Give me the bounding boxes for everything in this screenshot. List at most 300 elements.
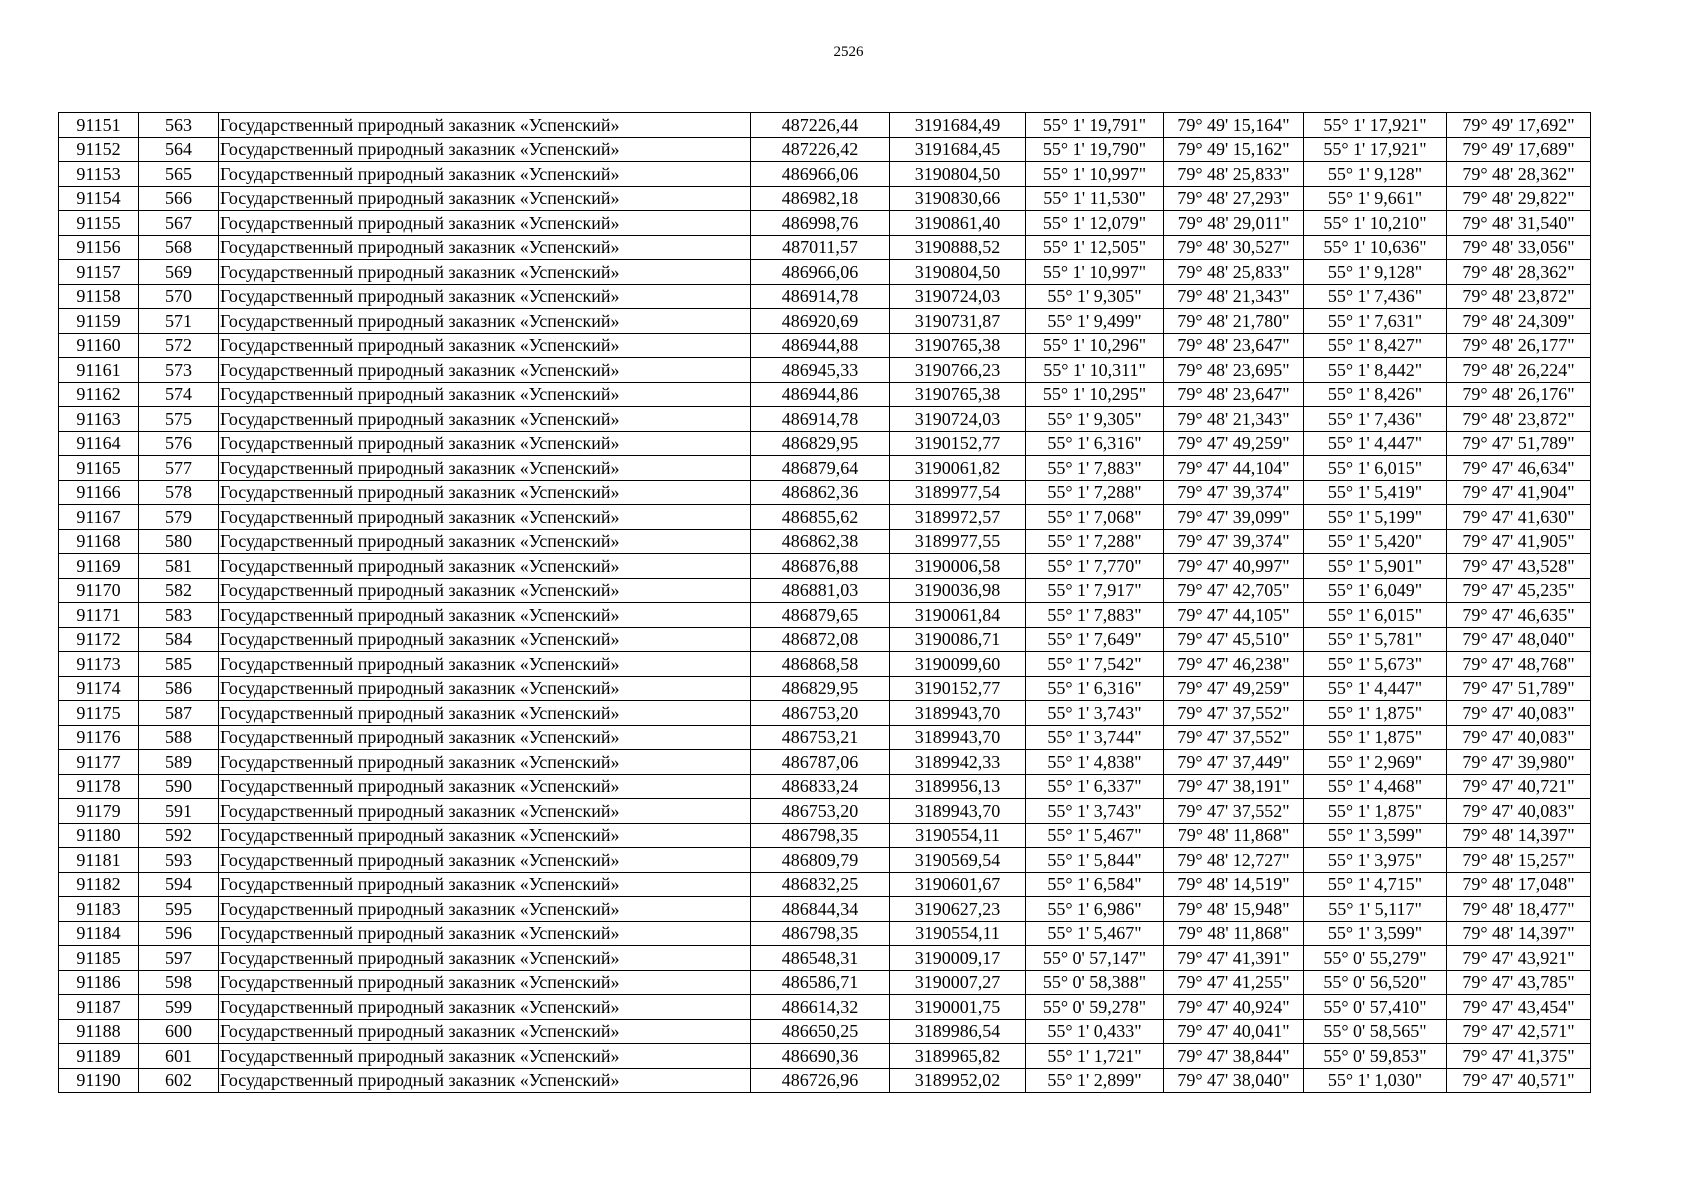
reserve-name-cell: Государственный природный заказник «Успенский»	[219, 505, 751, 530]
coord-y-cell: 3190086,71	[890, 627, 1026, 652]
longitude-1-cell: 79° 47' 44,105"	[1164, 603, 1304, 628]
coord-y-cell: 3190554,11	[890, 921, 1026, 946]
longitude-1-cell: 79° 47' 46,238"	[1164, 652, 1304, 677]
point-number-cell: 600	[139, 1019, 219, 1044]
longitude-1-cell: 79° 48' 15,948"	[1164, 897, 1304, 922]
longitude-2-cell: 79° 49' 17,689"	[1447, 137, 1591, 162]
point-number-cell: 566	[139, 186, 219, 211]
longitude-2-cell: 79° 48' 14,397"	[1447, 921, 1591, 946]
reserve-name-cell: Государственный природный заказник «Успенский»	[219, 1068, 751, 1093]
table-row	[59, 995, 1591, 1020]
table-row	[59, 701, 1591, 726]
point-number-cell: 591	[139, 799, 219, 824]
latitude-2-cell: 55° 1' 3,599"	[1304, 823, 1447, 848]
row-id-cell: 91162	[59, 382, 139, 407]
latitude-1-cell: 55° 1' 7,542"	[1026, 652, 1164, 677]
latitude-1-cell: 55° 1' 7,288"	[1026, 480, 1164, 505]
latitude-1-cell: 55° 1' 5,844"	[1026, 848, 1164, 873]
latitude-2-cell: 55° 1' 8,426"	[1304, 382, 1447, 407]
row-id-cell: 91155	[59, 211, 139, 236]
latitude-1-cell: 55° 1' 7,883"	[1026, 603, 1164, 628]
coord-x-cell: 486914,78	[751, 407, 890, 432]
coord-y-cell: 3190888,52	[890, 235, 1026, 260]
reserve-name-cell: Государственный природный заказник «Успенский»	[219, 750, 751, 775]
longitude-1-cell: 79° 47' 40,041"	[1164, 1019, 1304, 1044]
reserve-name-cell: Государственный природный заказник «Успенский»	[219, 897, 751, 922]
longitude-1-cell: 79° 48' 14,519"	[1164, 872, 1304, 897]
coord-y-cell: 3190765,38	[890, 333, 1026, 358]
table-row	[59, 897, 1591, 922]
longitude-2-cell: 79° 47' 41,375"	[1447, 1044, 1591, 1069]
latitude-2-cell: 55° 1' 5,199"	[1304, 505, 1447, 530]
reserve-name-cell: Государственный природный заказник «Успенский»	[219, 235, 751, 260]
point-number-cell: 588	[139, 725, 219, 750]
latitude-1-cell: 55° 1' 2,899"	[1026, 1068, 1164, 1093]
longitude-1-cell: 79° 48' 21,343"	[1164, 407, 1304, 432]
point-number-cell: 569	[139, 260, 219, 285]
latitude-1-cell: 55° 1' 10,295"	[1026, 382, 1164, 407]
longitude-1-cell: 79° 48' 12,727"	[1164, 848, 1304, 873]
latitude-2-cell: 55° 1' 6,049"	[1304, 578, 1447, 603]
coord-y-cell: 3190804,50	[890, 162, 1026, 187]
coord-y-cell: 3190036,98	[890, 578, 1026, 603]
coord-x-cell: 486753,21	[751, 725, 890, 750]
latitude-2-cell: 55° 1' 6,015"	[1304, 456, 1447, 481]
coord-x-cell: 486844,34	[751, 897, 890, 922]
table-row	[59, 137, 1591, 162]
latitude-1-cell: 55° 1' 12,505"	[1026, 235, 1164, 260]
row-id-cell: 91190	[59, 1068, 139, 1093]
row-id-cell: 91164	[59, 431, 139, 456]
coord-y-cell: 3190152,77	[890, 676, 1026, 701]
point-number-cell: 595	[139, 897, 219, 922]
latitude-2-cell: 55° 1' 4,447"	[1304, 431, 1447, 456]
row-id-cell: 91184	[59, 921, 139, 946]
reserve-name-cell: Государственный природный заказник «Успенский»	[219, 921, 751, 946]
longitude-1-cell: 79° 48' 11,868"	[1164, 823, 1304, 848]
coord-y-cell: 3190554,11	[890, 823, 1026, 848]
coord-x-cell: 486872,08	[751, 627, 890, 652]
coord-y-cell: 3189943,70	[890, 701, 1026, 726]
reserve-name-cell: Государственный природный заказник «Успенский»	[219, 382, 751, 407]
coord-y-cell: 3190731,87	[890, 309, 1026, 334]
longitude-2-cell: 79° 47' 43,528"	[1447, 554, 1591, 579]
latitude-2-cell: 55° 1' 9,661"	[1304, 186, 1447, 211]
row-id-cell: 91159	[59, 309, 139, 334]
point-number-cell: 589	[139, 750, 219, 775]
latitude-1-cell: 55° 1' 11,530"	[1026, 186, 1164, 211]
longitude-2-cell: 79° 48' 28,362"	[1447, 260, 1591, 285]
coord-x-cell: 486650,25	[751, 1019, 890, 1044]
coord-x-cell: 486614,32	[751, 995, 890, 1020]
longitude-2-cell: 79° 47' 46,635"	[1447, 603, 1591, 628]
latitude-1-cell: 55° 1' 5,467"	[1026, 921, 1164, 946]
longitude-2-cell: 79° 47' 46,634"	[1447, 456, 1591, 481]
table-body	[59, 113, 1591, 1093]
point-number-cell: 597	[139, 946, 219, 971]
longitude-1-cell: 79° 47' 37,552"	[1164, 725, 1304, 750]
longitude-2-cell: 79° 48' 24,309"	[1447, 309, 1591, 334]
point-number-cell: 567	[139, 211, 219, 236]
point-number-cell: 580	[139, 529, 219, 554]
point-number-cell: 563	[139, 113, 219, 138]
table-row	[59, 480, 1591, 505]
table-row	[59, 554, 1591, 579]
latitude-2-cell: 55° 1' 1,875"	[1304, 725, 1447, 750]
table-row	[59, 505, 1591, 530]
point-number-cell: 587	[139, 701, 219, 726]
longitude-2-cell: 79° 47' 51,789"	[1447, 431, 1591, 456]
point-number-cell: 601	[139, 1044, 219, 1069]
longitude-2-cell: 79° 48' 23,872"	[1447, 407, 1591, 432]
reserve-name-cell: Государственный природный заказник «Успенский»	[219, 407, 751, 432]
reserve-name-cell: Государственный природный заказник «Успенский»	[219, 137, 751, 162]
coord-x-cell: 486876,88	[751, 554, 890, 579]
latitude-1-cell: 55° 1' 3,744"	[1026, 725, 1164, 750]
latitude-2-cell: 55° 1' 1,030"	[1304, 1068, 1447, 1093]
latitude-1-cell: 55° 1' 6,316"	[1026, 431, 1164, 456]
row-id-cell: 91178	[59, 774, 139, 799]
coordinates-table	[58, 112, 1591, 1093]
coord-x-cell: 487226,42	[751, 137, 890, 162]
longitude-1-cell: 79° 48' 29,011"	[1164, 211, 1304, 236]
coord-y-cell: 3189972,57	[890, 505, 1026, 530]
table-row	[59, 162, 1591, 187]
longitude-2-cell: 79° 48' 26,176"	[1447, 382, 1591, 407]
row-id-cell: 91189	[59, 1044, 139, 1069]
point-number-cell: 599	[139, 995, 219, 1020]
latitude-1-cell: 55° 1' 6,584"	[1026, 872, 1164, 897]
row-id-cell: 91174	[59, 676, 139, 701]
longitude-2-cell: 79° 47' 51,789"	[1447, 676, 1591, 701]
latitude-2-cell: 55° 1' 9,128"	[1304, 162, 1447, 187]
coord-y-cell: 3190152,77	[890, 431, 1026, 456]
row-id-cell: 91169	[59, 554, 139, 579]
longitude-1-cell: 79° 47' 39,374"	[1164, 529, 1304, 554]
row-id-cell: 91176	[59, 725, 139, 750]
longitude-1-cell: 79° 48' 23,647"	[1164, 382, 1304, 407]
coord-x-cell: 486586,71	[751, 970, 890, 995]
row-id-cell: 91177	[59, 750, 139, 775]
reserve-name-cell: Государственный природный заказник «Успенский»	[219, 848, 751, 873]
longitude-1-cell: 79° 48' 21,780"	[1164, 309, 1304, 334]
coord-y-cell: 3189942,33	[890, 750, 1026, 775]
coord-y-cell: 3189977,55	[890, 529, 1026, 554]
longitude-2-cell: 79° 48' 28,362"	[1447, 162, 1591, 187]
latitude-1-cell: 55° 1' 4,838"	[1026, 750, 1164, 775]
reserve-name-cell: Государственный природный заказник «Успенский»	[219, 970, 751, 995]
row-id-cell: 91163	[59, 407, 139, 432]
reserve-name-cell: Государственный природный заказник «Успенский»	[219, 823, 751, 848]
longitude-1-cell: 79° 48' 25,833"	[1164, 162, 1304, 187]
point-number-cell: 590	[139, 774, 219, 799]
longitude-2-cell: 79° 47' 45,235"	[1447, 578, 1591, 603]
point-number-cell: 584	[139, 627, 219, 652]
latitude-2-cell: 55° 1' 5,420"	[1304, 529, 1447, 554]
coord-x-cell: 486920,69	[751, 309, 890, 334]
longitude-1-cell: 79° 48' 30,527"	[1164, 235, 1304, 260]
coord-x-cell: 486832,25	[751, 872, 890, 897]
row-id-cell: 91160	[59, 333, 139, 358]
table-row	[59, 431, 1591, 456]
table-row	[59, 970, 1591, 995]
table-row	[59, 946, 1591, 971]
table-row	[59, 1044, 1591, 1069]
longitude-2-cell: 79° 48' 33,056"	[1447, 235, 1591, 260]
point-number-cell: 593	[139, 848, 219, 873]
table-row	[59, 382, 1591, 407]
row-id-cell: 91154	[59, 186, 139, 211]
longitude-2-cell: 79° 47' 41,904"	[1447, 480, 1591, 505]
reserve-name-cell: Государственный природный заказник «Успенский»	[219, 946, 751, 971]
table-row	[59, 652, 1591, 677]
coord-x-cell: 486966,06	[751, 260, 890, 285]
table-row	[59, 823, 1591, 848]
coord-y-cell: 3191684,49	[890, 113, 1026, 138]
latitude-1-cell: 55° 1' 5,467"	[1026, 823, 1164, 848]
point-number-cell: 594	[139, 872, 219, 897]
point-number-cell: 585	[139, 652, 219, 677]
point-number-cell: 596	[139, 921, 219, 946]
reserve-name-cell: Государственный природный заказник «Успенский»	[219, 162, 751, 187]
latitude-1-cell: 55° 1' 19,791"	[1026, 113, 1164, 138]
coord-x-cell: 486829,95	[751, 431, 890, 456]
latitude-2-cell: 55° 1' 8,427"	[1304, 333, 1447, 358]
coord-x-cell: 486966,06	[751, 162, 890, 187]
latitude-2-cell: 55° 1' 7,631"	[1304, 309, 1447, 334]
longitude-1-cell: 79° 47' 39,374"	[1164, 480, 1304, 505]
point-number-cell: 582	[139, 578, 219, 603]
table-row	[59, 627, 1591, 652]
row-id-cell: 91185	[59, 946, 139, 971]
point-number-cell: 565	[139, 162, 219, 187]
reserve-name-cell: Государственный природный заказник «Успенский»	[219, 676, 751, 701]
latitude-1-cell: 55° 1' 1,721"	[1026, 1044, 1164, 1069]
reserve-name-cell: Государственный природный заказник «Успенский»	[219, 333, 751, 358]
reserve-name-cell: Государственный природный заказник «Успенский»	[219, 186, 751, 211]
point-number-cell: 572	[139, 333, 219, 358]
longitude-2-cell: 79° 47' 43,454"	[1447, 995, 1591, 1020]
coord-x-cell: 486798,35	[751, 921, 890, 946]
latitude-2-cell: 55° 1' 17,921"	[1304, 137, 1447, 162]
longitude-1-cell: 79° 47' 39,099"	[1164, 505, 1304, 530]
longitude-2-cell: 79° 47' 40,083"	[1447, 701, 1591, 726]
reserve-name-cell: Государственный природный заказник «Успенский»	[219, 652, 751, 677]
coord-x-cell: 486914,78	[751, 284, 890, 309]
longitude-1-cell: 79° 47' 40,997"	[1164, 554, 1304, 579]
row-id-cell: 91168	[59, 529, 139, 554]
table-row	[59, 799, 1591, 824]
row-id-cell: 91175	[59, 701, 139, 726]
point-number-cell: 570	[139, 284, 219, 309]
point-number-cell: 581	[139, 554, 219, 579]
table-row	[59, 676, 1591, 701]
coord-x-cell: 486982,18	[751, 186, 890, 211]
latitude-2-cell: 55° 1' 5,781"	[1304, 627, 1447, 652]
row-id-cell: 91186	[59, 970, 139, 995]
latitude-2-cell: 55° 1' 4,468"	[1304, 774, 1447, 799]
longitude-2-cell: 79° 47' 40,721"	[1447, 774, 1591, 799]
latitude-1-cell: 55° 1' 7,649"	[1026, 627, 1164, 652]
page-number: 2526	[833, 44, 864, 60]
coord-x-cell: 486753,20	[751, 799, 890, 824]
table-row	[59, 848, 1591, 873]
row-id-cell: 91161	[59, 358, 139, 383]
coord-y-cell: 3190861,40	[890, 211, 1026, 236]
coord-y-cell: 3189943,70	[890, 799, 1026, 824]
point-number-cell: 577	[139, 456, 219, 481]
coord-x-cell: 486881,03	[751, 578, 890, 603]
latitude-1-cell: 55° 1' 9,499"	[1026, 309, 1164, 334]
longitude-1-cell: 79° 47' 42,705"	[1164, 578, 1304, 603]
coord-y-cell: 3190569,54	[890, 848, 1026, 873]
latitude-1-cell: 55° 1' 9,305"	[1026, 407, 1164, 432]
latitude-2-cell: 55° 1' 10,636"	[1304, 235, 1447, 260]
reserve-name-cell: Государственный природный заказник «Успенский»	[219, 1019, 751, 1044]
coord-x-cell: 486945,33	[751, 358, 890, 383]
latitude-2-cell: 55° 1' 17,921"	[1304, 113, 1447, 138]
longitude-2-cell: 79° 48' 17,048"	[1447, 872, 1591, 897]
coord-y-cell: 3190627,23	[890, 897, 1026, 922]
reserve-name-cell: Государственный природный заказник «Успенский»	[219, 358, 751, 383]
coord-y-cell: 3190765,38	[890, 382, 1026, 407]
table-row	[59, 750, 1591, 775]
reserve-name-cell: Государственный природный заказник «Успенский»	[219, 284, 751, 309]
coord-y-cell: 3189965,82	[890, 1044, 1026, 1069]
longitude-1-cell: 79° 49' 15,162"	[1164, 137, 1304, 162]
row-id-cell: 91158	[59, 284, 139, 309]
coord-x-cell: 486862,36	[751, 480, 890, 505]
longitude-2-cell: 79° 48' 15,257"	[1447, 848, 1591, 873]
latitude-1-cell: 55° 1' 6,316"	[1026, 676, 1164, 701]
row-id-cell: 91180	[59, 823, 139, 848]
table-row	[59, 529, 1591, 554]
longitude-1-cell: 79° 47' 41,391"	[1164, 946, 1304, 971]
latitude-2-cell: 55° 1' 5,901"	[1304, 554, 1447, 579]
longitude-2-cell: 79° 48' 23,872"	[1447, 284, 1591, 309]
row-id-cell: 91171	[59, 603, 139, 628]
longitude-1-cell: 79° 48' 23,647"	[1164, 333, 1304, 358]
row-id-cell: 91172	[59, 627, 139, 652]
longitude-2-cell: 79° 47' 40,083"	[1447, 799, 1591, 824]
latitude-2-cell: 55° 1' 4,715"	[1304, 872, 1447, 897]
longitude-2-cell: 79° 47' 43,785"	[1447, 970, 1591, 995]
table-row	[59, 113, 1591, 138]
latitude-2-cell: 55° 1' 6,015"	[1304, 603, 1447, 628]
row-id-cell: 91179	[59, 799, 139, 824]
latitude-2-cell: 55° 0' 55,279"	[1304, 946, 1447, 971]
longitude-2-cell: 79° 47' 40,083"	[1447, 725, 1591, 750]
latitude-1-cell: 55° 1' 3,743"	[1026, 799, 1164, 824]
longitude-2-cell: 79° 48' 14,397"	[1447, 823, 1591, 848]
table-row	[59, 358, 1591, 383]
latitude-1-cell: 55° 1' 6,986"	[1026, 897, 1164, 922]
reserve-name-cell: Государственный природный заказник «Успенский»	[219, 260, 751, 285]
row-id-cell: 91165	[59, 456, 139, 481]
table-row	[59, 407, 1591, 432]
table-row	[59, 774, 1591, 799]
reserve-name-cell: Государственный природный заказник «Успенский»	[219, 701, 751, 726]
reserve-name-cell: Государственный природный заказник «Успенский»	[219, 211, 751, 236]
longitude-2-cell: 79° 47' 48,040"	[1447, 627, 1591, 652]
reserve-name-cell: Государственный природный заказник «Успенский»	[219, 872, 751, 897]
coord-x-cell: 486798,35	[751, 823, 890, 848]
latitude-1-cell: 55° 0' 59,278"	[1026, 995, 1164, 1020]
longitude-1-cell: 79° 47' 49,259"	[1164, 676, 1304, 701]
table-row	[59, 309, 1591, 334]
longitude-1-cell: 79° 47' 41,255"	[1164, 970, 1304, 995]
point-number-cell: 592	[139, 823, 219, 848]
point-number-cell: 586	[139, 676, 219, 701]
latitude-2-cell: 55° 1' 10,210"	[1304, 211, 1447, 236]
point-number-cell: 574	[139, 382, 219, 407]
coord-x-cell: 486690,36	[751, 1044, 890, 1069]
point-number-cell: 598	[139, 970, 219, 995]
latitude-2-cell: 55° 1' 1,875"	[1304, 799, 1447, 824]
reserve-name-cell: Государственный природный заказник «Успенский»	[219, 113, 751, 138]
row-id-cell: 91170	[59, 578, 139, 603]
latitude-2-cell: 55° 1' 5,419"	[1304, 480, 1447, 505]
latitude-1-cell: 55° 1' 7,770"	[1026, 554, 1164, 579]
latitude-1-cell: 55° 1' 10,997"	[1026, 260, 1164, 285]
coord-x-cell: 486868,58	[751, 652, 890, 677]
coord-y-cell: 3190724,03	[890, 407, 1026, 432]
coord-x-cell: 486944,86	[751, 382, 890, 407]
latitude-1-cell: 55° 1' 0,433"	[1026, 1019, 1164, 1044]
latitude-1-cell: 55° 1' 10,296"	[1026, 333, 1164, 358]
reserve-name-cell: Государственный природный заказник «Успенский»	[219, 456, 751, 481]
latitude-2-cell: 55° 0' 57,410"	[1304, 995, 1447, 1020]
coord-y-cell: 3190830,66	[890, 186, 1026, 211]
longitude-1-cell: 79° 48' 23,695"	[1164, 358, 1304, 383]
reserve-name-cell: Государственный природный заказник «Успенский»	[219, 309, 751, 334]
reserve-name-cell: Государственный природный заказник «Успенский»	[219, 774, 751, 799]
longitude-2-cell: 79° 47' 42,571"	[1447, 1019, 1591, 1044]
latitude-2-cell: 55° 0' 58,565"	[1304, 1019, 1447, 1044]
coord-y-cell: 3189952,02	[890, 1068, 1026, 1093]
longitude-2-cell: 79° 47' 41,630"	[1447, 505, 1591, 530]
table-row	[59, 186, 1591, 211]
coord-x-cell: 487011,57	[751, 235, 890, 260]
table-row	[59, 603, 1591, 628]
row-id-cell: 91152	[59, 137, 139, 162]
latitude-1-cell: 55° 1' 7,288"	[1026, 529, 1164, 554]
table-row	[59, 921, 1591, 946]
coord-x-cell: 486548,31	[751, 946, 890, 971]
point-number-cell: 583	[139, 603, 219, 628]
latitude-2-cell: 55° 1' 9,128"	[1304, 260, 1447, 285]
table-row	[59, 872, 1591, 897]
longitude-2-cell: 79° 47' 41,905"	[1447, 529, 1591, 554]
row-id-cell: 91181	[59, 848, 139, 873]
coord-y-cell: 3190006,58	[890, 554, 1026, 579]
longitude-2-cell: 79° 47' 48,768"	[1447, 652, 1591, 677]
row-id-cell: 91153	[59, 162, 139, 187]
longitude-2-cell: 79° 48' 29,822"	[1447, 186, 1591, 211]
latitude-1-cell: 55° 0' 57,147"	[1026, 946, 1164, 971]
longitude-1-cell: 79° 48' 21,343"	[1164, 284, 1304, 309]
latitude-2-cell: 55° 1' 1,875"	[1304, 701, 1447, 726]
latitude-2-cell: 55° 1' 5,117"	[1304, 897, 1447, 922]
longitude-1-cell: 79° 47' 38,844"	[1164, 1044, 1304, 1069]
latitude-2-cell: 55° 1' 4,447"	[1304, 676, 1447, 701]
latitude-1-cell: 55° 1' 12,079"	[1026, 211, 1164, 236]
coord-x-cell: 486753,20	[751, 701, 890, 726]
longitude-2-cell: 79° 47' 40,571"	[1447, 1068, 1591, 1093]
reserve-name-cell: Государственный природный заказник «Успенский»	[219, 431, 751, 456]
longitude-2-cell: 79° 48' 18,477"	[1447, 897, 1591, 922]
coord-x-cell: 486998,76	[751, 211, 890, 236]
